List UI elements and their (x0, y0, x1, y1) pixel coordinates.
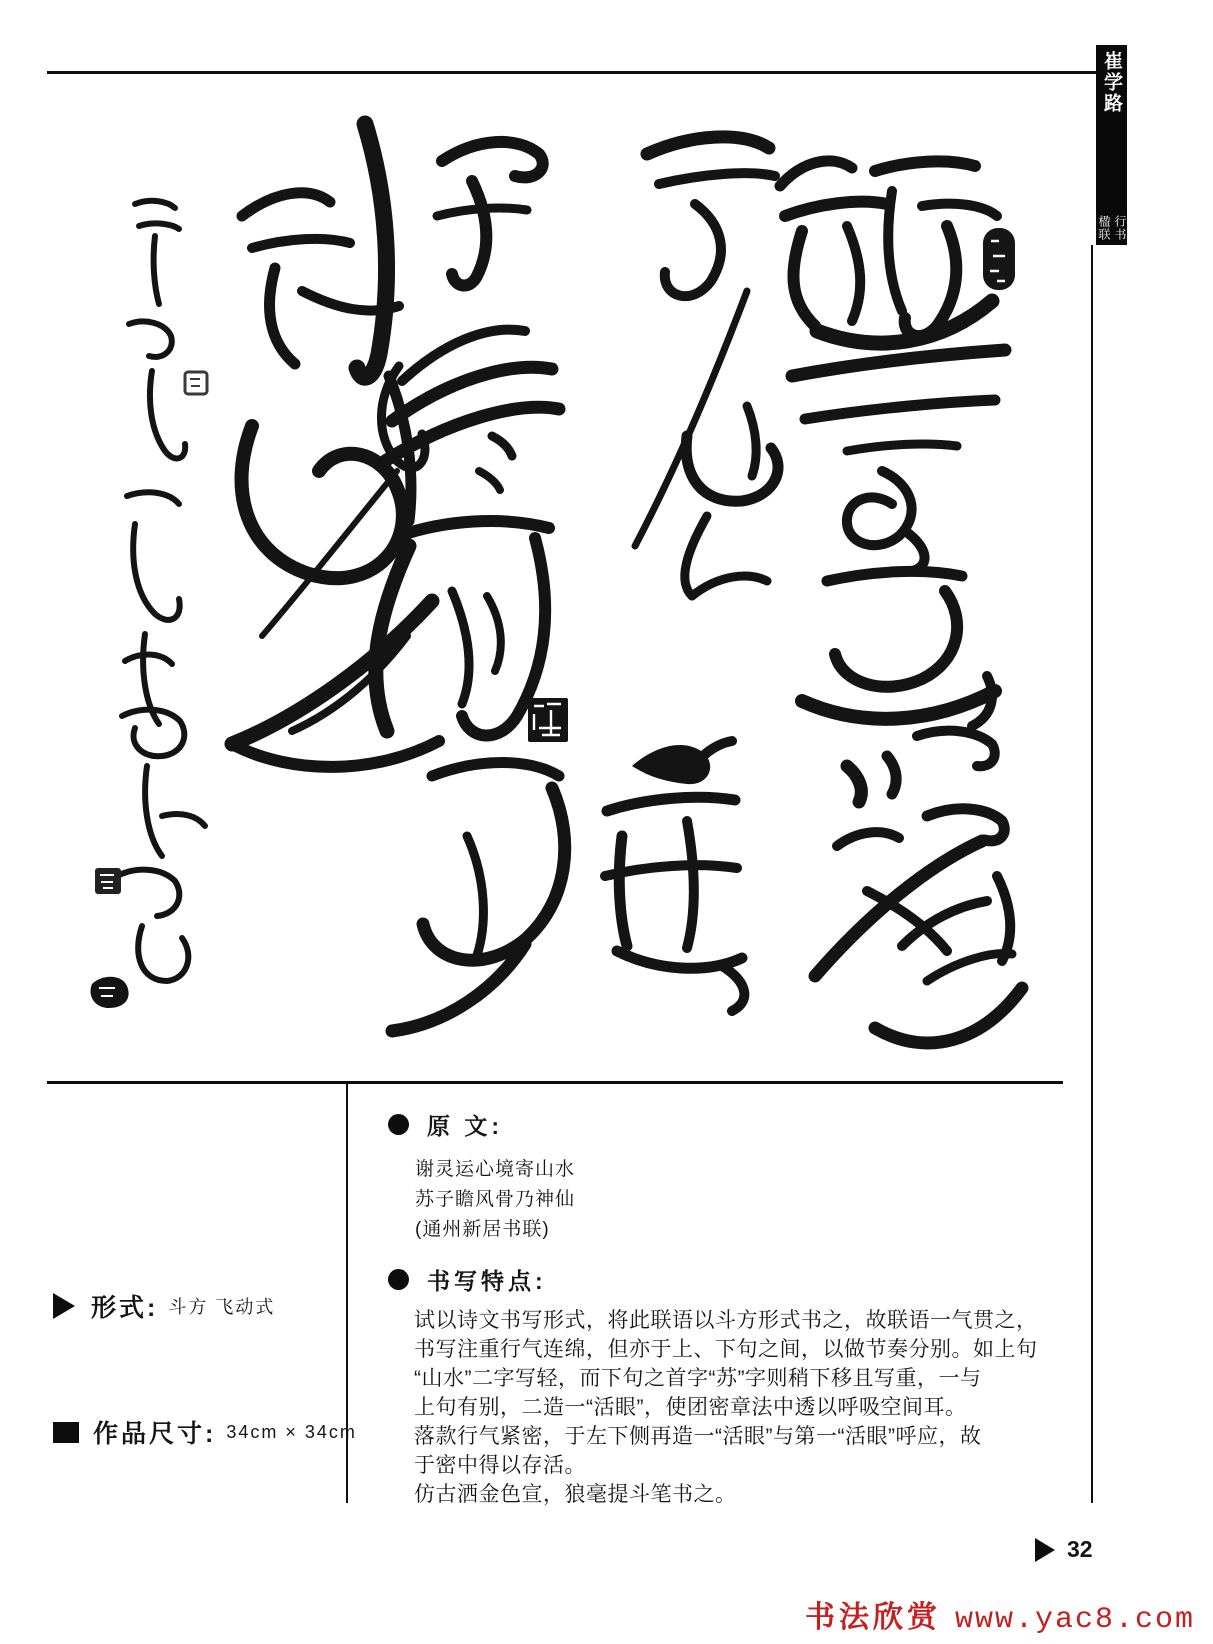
original-text-section (388, 1108, 575, 1245)
couplet-line: 苏子瞻风骨乃神仙 (415, 1189, 576, 1210)
notes-line: 于密中得以存活。 (414, 1454, 586, 1477)
format-label: 形式: (91, 1294, 159, 1322)
author-name: 崔学路 (1101, 51, 1122, 114)
original-text-heading: 原 文: (427, 1113, 504, 1139)
size-value: 34cm × 34cm (226, 1421, 357, 1442)
original-text-header (388, 1108, 575, 1141)
couplet-text (415, 1155, 575, 1245)
notes-line: 仿古洒金色宣，狼毫提斗笔书之。 (414, 1483, 737, 1506)
circle-bullet-icon (388, 1269, 409, 1290)
size-row (53, 1414, 357, 1450)
category-script: 行书 (1113, 215, 1127, 241)
page-number (1035, 1536, 1093, 1563)
side-strip (1096, 45, 1127, 245)
notes-line: 试以诗文书写形式，将此联语以斗方形式书之，故联语一气贯之， (414, 1309, 1038, 1332)
couplet-line: (通州新居书联) (415, 1219, 550, 1240)
watermark-url: www.yac8.com (954, 1603, 1195, 1637)
square-bullet-icon (53, 1422, 79, 1443)
signature-column (117, 201, 205, 981)
writing-notes-header (388, 1263, 1104, 1296)
column-3-zi-zhan-feng-gu-nai (262, 142, 565, 1031)
notes-line: 书写注重行气连绵，但亦于上、下句之间，以做节奏分别。如上句 (414, 1338, 1038, 1361)
triangle-bullet-icon (53, 1293, 75, 1319)
page-number-triangle-icon (1035, 1538, 1055, 1562)
column-1-xie-ling-yun-xin-jing (780, 161, 1022, 1043)
circle-bullet-icon (388, 1114, 409, 1135)
size-label: 作品尺寸: (93, 1420, 217, 1448)
notes-line: 落款行气紧密，于左下侧再造一“活眼”与第一“活眼”呼应，故 (414, 1425, 982, 1448)
notes-line: 上句有别，二造一“活眼”，使团密章法中透以呼吸空间耳。 (414, 1396, 967, 1419)
couplet-line: 谢灵运心境寄山水 (415, 1159, 576, 1180)
format-value: 斗方 飞动式 (168, 1297, 276, 1317)
watermark-site-name: 书法欣赏 (804, 1601, 941, 1634)
square-huoyan-seal (528, 698, 568, 742)
column-4-shen-xian (232, 124, 439, 767)
calligraphy-artwork (47, 76, 1092, 1081)
top-rule (47, 71, 1096, 74)
oval-name-seal (983, 228, 1015, 290)
watermark-footer (805, 1592, 1195, 1637)
writing-notes-heading: 书写特点: (427, 1268, 547, 1294)
section-divider (47, 1081, 1063, 1084)
format-row (53, 1288, 275, 1324)
calligraphy-svg (47, 76, 1092, 1081)
column-2-ji-shan-shui-su (605, 137, 778, 1011)
category-couplet: 楹联 (1097, 215, 1111, 241)
corner-seal (91, 977, 129, 1008)
writing-notes-section (388, 1263, 1104, 1509)
strip-categories (1096, 215, 1127, 241)
page-number-value: 32 (1067, 1536, 1093, 1562)
tiny-signature-seal (185, 372, 207, 394)
notes-line: “山水”二字写轻，而下句之首字“苏”字则稍下移且写重，一与 (414, 1367, 982, 1390)
lower-signature-seal (95, 868, 121, 894)
writing-notes-text (414, 1306, 1104, 1509)
